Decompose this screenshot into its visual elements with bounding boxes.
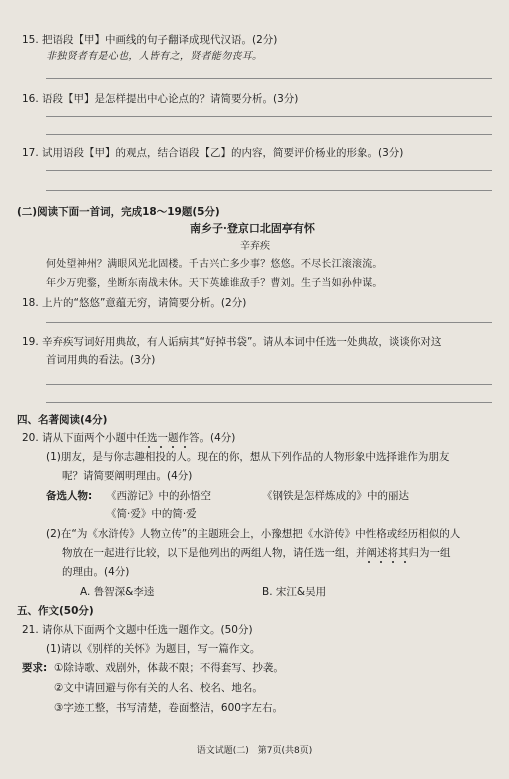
q21-sub1: (1)请以《别样的关怀》为题目，写一篇作文。 [46, 643, 261, 655]
section4-heading: 四、名著阅读(4分) [17, 414, 108, 426]
q20-sub2-line-2: 物放在一起进行比较，以下是他列出的两组人物，请任选一组，并阐述将其归为一组 [62, 547, 451, 559]
candidates-label: 备选人物: [46, 490, 93, 502]
requirements-label: 要求: [22, 662, 48, 674]
candidate-lida: 《钢铁是怎样炼成的》中的丽达 [262, 490, 409, 502]
q20-sub1-line-2: 呢？请简要阐明理由。(4分) [62, 470, 193, 482]
q18-prompt: 18. 上片的“悠悠”意蕴无穷，请简要分析。(2分) [22, 297, 247, 309]
poem-title: 南乡子·登京口北固亭有怀 [190, 222, 315, 235]
q20-prompt: 20. 请从下面两个小题中任选一题作答。(4分) [22, 432, 236, 444]
q15-prompt: 15. 把语段【甲】中画线的句子翻译成现代汉语。(2分) [22, 34, 278, 46]
emphasis-dot [148, 446, 150, 448]
answer-line [46, 322, 492, 323]
section2-heading: (二)阅读下面一首词，完成18～19题(5分) [17, 206, 220, 218]
answer-line [46, 190, 492, 191]
answer-line [46, 116, 492, 117]
emphasis-dot [172, 446, 174, 448]
section5-heading: 五、作文(50分) [17, 605, 94, 617]
poem-line-1: 何处望神州？满眼风光北固楼。千古兴亡多少事？悠悠。不尽长江滚滚流。 [46, 259, 383, 270]
option-b: B. 宋江&吴用 [262, 586, 327, 598]
q17-prompt: 17. 试用语段【甲】的观点，结合语段【乙】的内容，简要评价杨业的形象。(3分) [22, 147, 404, 159]
q20-sub2-line-3: 的理由。(4分) [62, 566, 130, 578]
q16-prompt: 16. 语段【甲】是怎样提出中心论点的？请简要分析。(3分) [22, 93, 299, 105]
requirement-2: ②文中请回避与你有关的人名、校名、地名。 [54, 682, 263, 694]
q20-sub1-line-1: (1)朋友，是与你志趣相投的人。现在的你，想从下列作品的人物形象中选择谁作为朋友 [46, 451, 450, 463]
answer-line [46, 402, 492, 403]
answer-line [46, 170, 492, 171]
emphasis-dot [368, 561, 370, 563]
emphasis-dot [404, 561, 406, 563]
requirement-1: ①除诗歌、戏剧外，体裁不限；不得套写、抄袭。 [54, 662, 284, 674]
emphasis-dot [184, 446, 186, 448]
requirement-3: ③字迹工整，书写清楚，卷面整洁，600字左右。 [54, 702, 283, 714]
page-footer: 语文试题(二) 第7页(共8页) [196, 746, 313, 756]
answer-line [46, 384, 492, 385]
q19-prompt-line-1: 19. 辛弃疾写词好用典故，有人诟病其“好掉书袋”。请从本词中任选一处典故，谈谈你对这 [22, 336, 442, 348]
option-a: A. 鲁智深&李逵 [80, 586, 155, 598]
q21-prompt: 21. 请你从下面两个文题中任选一题作文。(50分) [22, 624, 253, 636]
poem-line-2: 年少万兜鍪，坐断东南战未休。天下英雄谁敌手？曹刘。生子当如孙仲谋。 [46, 278, 383, 289]
emphasis-dot [160, 446, 162, 448]
q20-sub2-line-1: (2)在“为《水浒传》人物立传”的主题班会上，小豫想把《水浒传》中性格或经历相似的人 [46, 528, 461, 540]
candidate-sun-wukong: 《西游记》中的孙悟空 [106, 490, 211, 502]
q15-handwritten-answer: 非独贤者有是心也，人皆有之，贤者能勿丧耳。 [46, 51, 263, 62]
q19-prompt-line-2: 首词用典的看法。(3分) [46, 354, 156, 366]
candidate-jane-eyre: 《简·爱》中的简·爱 [106, 508, 197, 520]
emphasis-dot [380, 561, 382, 563]
emphasis-dot [392, 561, 394, 563]
answer-line [46, 134, 492, 135]
answer-line [46, 78, 492, 79]
poem-author: 辛弃疾 [240, 241, 270, 252]
